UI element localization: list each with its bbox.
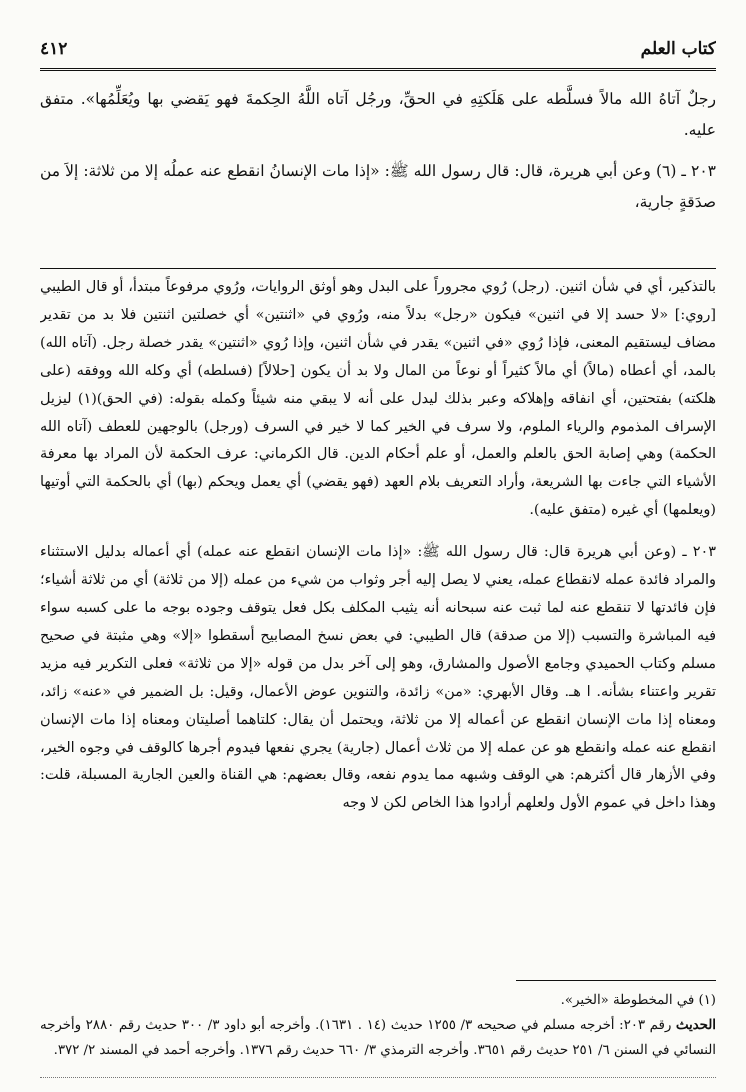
section-divider — [40, 268, 716, 269]
page-bottom-border — [40, 1077, 716, 1084]
hadith-paragraph-2: ٢٠٣ ـ (٦) وعن أبي هريرة، قال: قال رسول الله ﷺ: «إذا مات الإنسانُ انقطع عنه عملُه إلا من ثلاثة: إلاَ من صدَقةٍ جارية، — [40, 162, 716, 211]
commentary-paragraph-1: بالتذكير، أي في شأن اثنين. (رجل) رُوي مجروراً على البدل وهو أوثق الروايات، ورُوي مرفوعاً مبتدأ، أو قال الطيبي [روي:] «لا حسد إلا في اثنين» فيكون «رجل» بدلاً منه، ورُوي في «اثنتين» أي خصلتين اثنتين فلا بد من تقدير مضاف ليستقيم المعنى، فإذا رُوي «في اثنين» يقدر في شأن اثنين، وإذا رُوي «اثنتين» يقدر خصلة رجل. (آتاه الله) بالمد، أي أعطاه (مالاً) أي مالاً كثيراً أو نوعاً من المال ولا بد أن يكون [حلالاً] (فسلطه) أي وكله الله ووفقه (على هلكته) بفتحتين، أي انفاقه وإهلاكه وعبر بذلك ليدل على أنه لا يبقي منه شيئاً وكمله بقوله: (في الحق)(١) ليزيل الإسراف المذموم والرياء الملوم، ولا سرف في الخير كما لا خير في السرف (ورجل) بالوجهين للعطف (آتاه الله الحكمة) وهي إصابة الحق بالعلم والعمل، أو علم أحكام الدين. قال الكرماني: عرف الحكمة لأن المراد بها معرفة الأشياء التي جاءت بها الشريعة، وأراد التعريف بلام العهد (فهو يقضي) أي يعمل ويحكم (بها) أي بالحكمة التي أوتيها (ويعلمها) أي غيره (متفق عليه). — [40, 279, 716, 519]
page-header — [40, 36, 716, 62]
takhrij-text: رقم ٢٠٣: أخرجه مسلم في صحيحه ٣/ ١٢٥٥ حديث (١٤ . ١٦٣١). وأخرجه أبو داود ٣/ ٣٠٠ حديث رقم ٢٨٨٠ وأخرجه النسائي في السنن ٦/ ٢٥١ حديث رقم ٣٦٥١. وأخرجه الترمذي ٣/ ٦٦٠ حديث رقم ١٣٧٦. وأخرجه أحمد في المسند ٢/ ٣٧٢. — [40, 1018, 716, 1058]
hadith-text — [40, 84, 716, 228]
commentary-paragraph-2: ٢٠٣ ـ (وعن أبي هريرة قال: قال رسول الله ﷺ: «إذا مات الإنسان انقطع عنه عمله) أي أعماله بدليل الاستثناء والمراد فائدة عمله لانقطاع عمله، يعني لا يصل إليه أجر وثواب من شيء من عمله (إلا من ثلاثة) أي من ثلاثة أشياء؛ فإن فائدتها لا تنقطع عنه لما ثبت عنه سبحانه أنه يثيب المكلف بكل فعل يتوقف وجوده بوجه ما على كسبه سواء فيه المباشرة والتسبب (إلا من صدقة) قال الطيبي: في بعض نسخ المصابيح أسقطوا «إلا» وهي مثبتة في صحيح مسلم وكتاب الحميدي وجامع الأصول والمشارق، وهو إلى آخر بدل من قوله «إلا من ثلاثة» فعلى التكرير فيه مزيد تقرير واعتناء بشأنه. ا هـ. وقال الأبهري: «من» زائدة، والتنوين عوض الأعمال، وقيل: بل الضمير في «عنه» زائد، ومعناه إذا مات الإنسان انقطع عن أعماله إلا من ثلاثة، ويحتمل أن يقال: كلتاهما أصليتان ومعناه إذا مات الإنسان انقطع عنه عمله وانقطع هو عن عمله إلا من ثلاث أعمال (جارية) يجري نفعها فيدوم أجرها كالوقف في وجوه الخير، وفي الأزهار قال أكثرهم: هي الوقف وشبهه مما يدوم نفعه، وقال بعضهم: هي القناة والعين الجارية المسبلة، قلت: وهذا داخل في عموم الأول ولعلهم أرادوا هذا الخاص لكن لا وجه — [40, 544, 716, 812]
hadith-paragraph-1: رجلٌ آتاهُ الله مالاً فسلَّطه على هَلَكتِهِ في الحقِّ، ورجُل آتاه اللَّهُ الحِكمةَ فهو يَقضي بها ويُعَلِّمُها». متفق عليه. — [40, 90, 716, 139]
takhrij-label: الحديث — [675, 1018, 716, 1033]
footnote-rule — [516, 980, 716, 981]
footnote-1: (١) في المخطوطة «الخير». — [560, 993, 716, 1008]
page-number: ٤١٢ — [40, 39, 68, 59]
footnotes — [40, 988, 716, 1063]
chapter-title: كتاب العلم — [640, 39, 716, 59]
commentary — [40, 274, 716, 818]
takhrij-note — [40, 1013, 716, 1063]
header-rule — [40, 68, 716, 71]
book-page — [40, 22, 716, 1084]
